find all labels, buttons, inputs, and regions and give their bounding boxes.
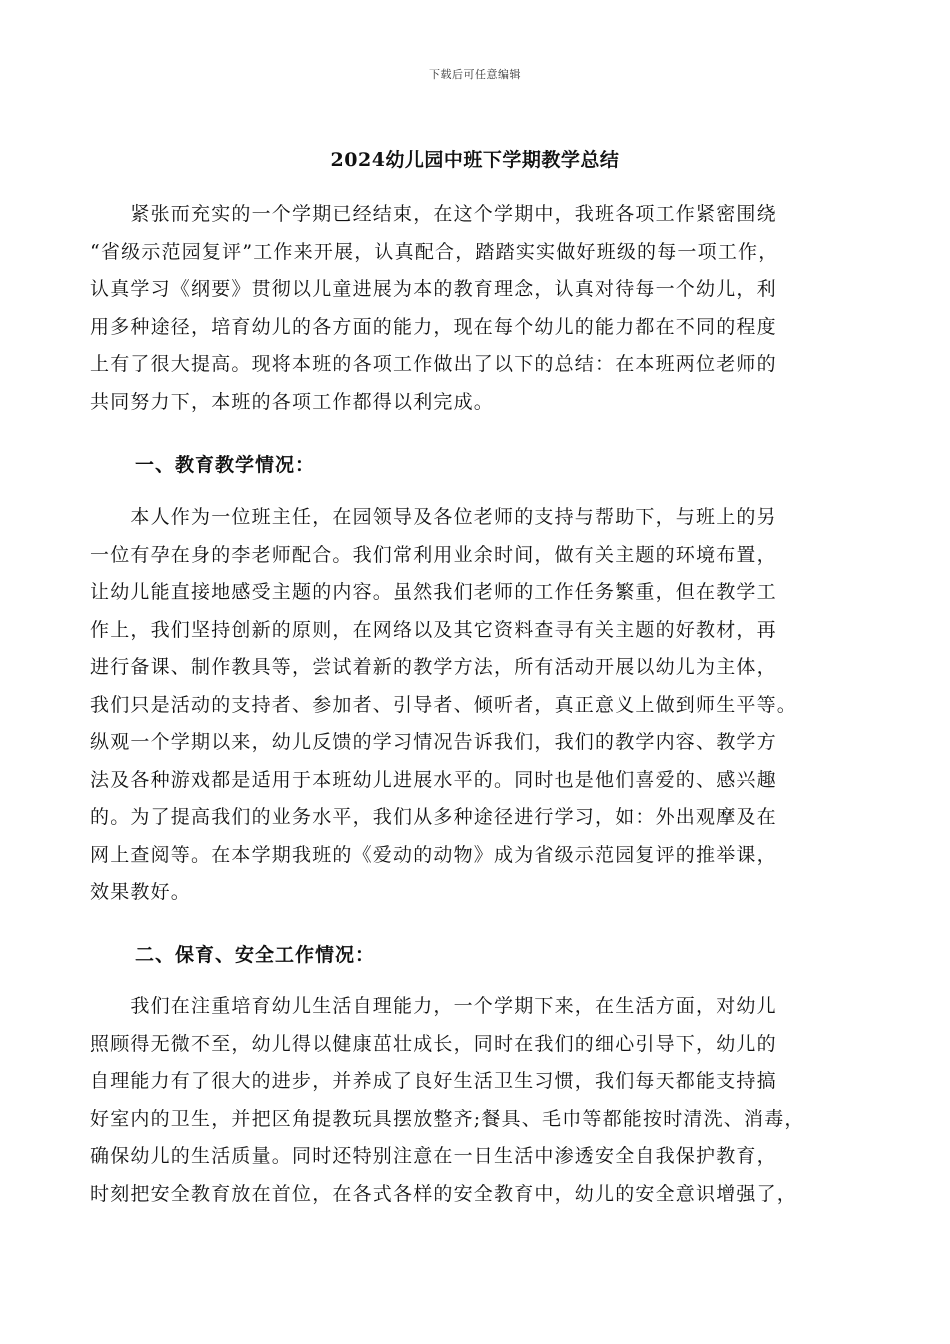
paragraph-line: 网上查阅等。在本学期我班的《爱动的动物》成为省级示范园复评的推举课， [90, 843, 777, 866]
section-heading-care-safety: 二、保育、安全工作情况： [135, 944, 376, 966]
paragraph-line: 好室内的卫生，并把区角提教玩具摆放整齐;餐具、毛巾等都能按时清洗、消毒， [90, 1107, 805, 1130]
care-safety-paragraph [90, 988, 880, 1213]
paragraph-line: 我们在注重培育幼儿生活自理能力，一个学期下来，在生活方面，对幼儿 [90, 995, 777, 1017]
paragraph-line: 认真学习《纲要》贯彻以儿童进展为本的教育理念，认真对待每一个幼儿，利 [90, 278, 777, 300]
paragraph-line: 进行备课、制作教具等，尝试着新的教学方法，所有活动开展以幼儿为主体， [90, 656, 777, 678]
paragraph-line: 效果教好。 [90, 881, 192, 903]
paragraph-line: 作上，我们坚持创新的原则，在网络以及其它资料查寻有关主题的好教材，再 [90, 618, 777, 641]
paragraph-line: 紧张而充实的一个学期已经结束，在这个学期中，我班各项工作紧密围绕 [90, 203, 777, 225]
paragraph-line: 纵观一个学期以来，幼儿反馈的学习情况告诉我们，我们的教学内容、教学方 [90, 731, 777, 753]
paragraph-line: 一位有孕在身的李老师配合。我们常利用业余时间，做有关主题的环境布置， [90, 543, 777, 566]
header-note: 下载后可任意编辑 [429, 68, 521, 81]
paragraph-line: “省级示范园复评”工作来开展，认真配合，踏踏实实做好班级的每一项工作， [90, 240, 779, 263]
document-title: 2024幼儿园中班下学期教学总结 [330, 149, 620, 171]
teaching-paragraph [90, 499, 880, 912]
paragraph-line: 的。为了提高我们的业务水平，我们从多种途径进行学习，如：外出观摩及在 [90, 806, 777, 828]
paragraph-line: 自理能力有了很大的进步，并养成了良好生活卫生习惯，我们每天都能支持搞 [90, 1070, 777, 1092]
section-heading-teaching: 一、教育教学情况： [135, 454, 316, 476]
paragraph-line: 时刻把安全教育放在首位，在各式各样的安全教育中，幼儿的安全意识增强了， [90, 1182, 798, 1205]
paragraph-line: 我们只是活动的支持者、参加者、引导者、倾听者，真正意义上做到师生平等。 [90, 693, 798, 716]
paragraph-line: 上有了很大提高。现将本班的各项工作做出了以下的总结：在本班两位老师的 [90, 353, 777, 375]
paragraph-line: 确保幼儿的生活质量。同时还特别注意在一日生活中渗透安全自我保护教育， [90, 1145, 777, 1167]
paragraph-line: 共同努力下，本班的各项工作都得以利完成。 [90, 390, 495, 413]
paragraph-line: 用多种途径，培育幼儿的各方面的能力，现在每个幼儿的能力都在不同的程度 [90, 315, 777, 338]
paragraph-line: 照顾得无微不至，幼儿得以健康茁壮成长，同时在我们的细心引导下，幼儿的 [90, 1032, 777, 1055]
paragraph-line: 本人作为一位班主任，在园领导及各位老师的支持与帮助下，与班上的另 [90, 506, 777, 528]
paragraph-line: 法及各种游戏都是适用于本班幼儿进展水平的。同时也是他们喜爱的、感兴趣 [90, 768, 777, 791]
intro-paragraph [90, 196, 880, 421]
paragraph-line: 让幼儿能直接地感受主题的内容。虽然我们老师的工作任务繁重，但在教学工 [90, 581, 777, 603]
